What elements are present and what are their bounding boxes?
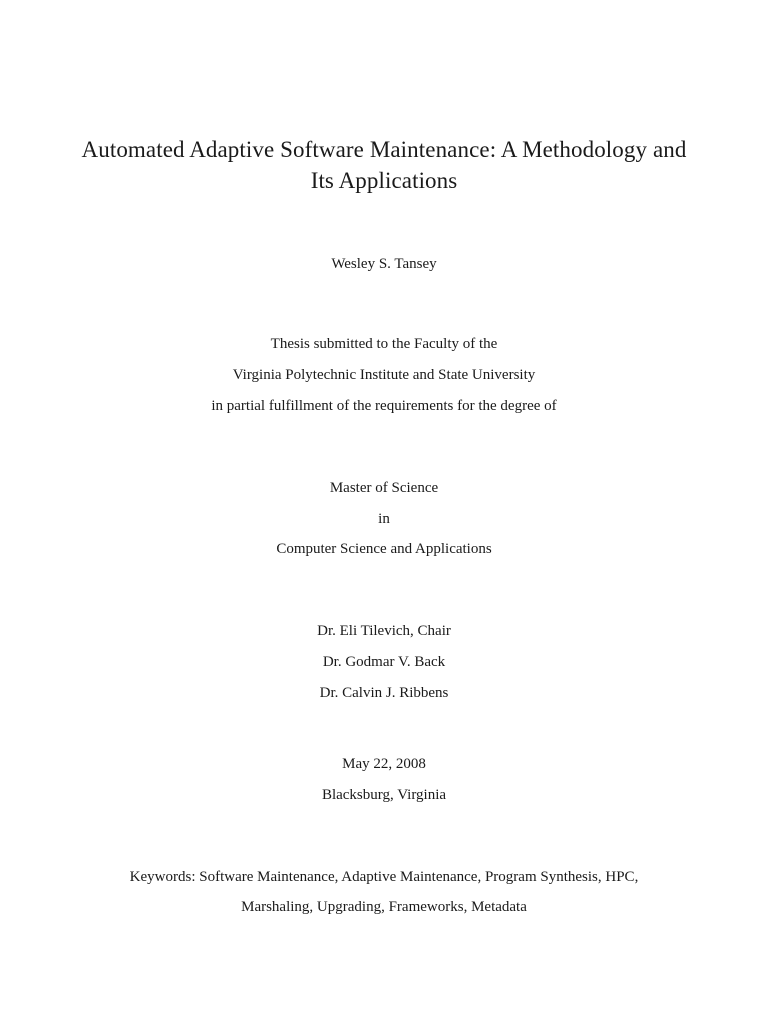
keywords-line-2: Marshaling, Upgrading, Frameworks, Metadata — [241, 899, 527, 915]
committee-member: Dr. Godmar V. Back — [322, 654, 446, 670]
committee-member-chair: Dr. Eli Tilevich, Chair — [317, 623, 451, 639]
keywords-line-1: Keywords: Software Maintenance, Adaptive Maintenance, Program Synthesis, HPC, — [129, 869, 639, 885]
author-name: Wesley S. Tansey — [331, 256, 437, 272]
submission-line-2: Virginia Polytechnic Institute and State University — [232, 367, 536, 383]
degree-name: Master of Science — [329, 480, 439, 496]
thesis-title-line-1: Automated Adaptive Software Maintenance: A Methodology and — [81, 137, 687, 162]
degree-field: Computer Science and Applications — [276, 541, 492, 557]
submission-line-1: Thesis submitted to the Faculty of the — [270, 336, 498, 352]
thesis-title-line-2: Its Applications — [310, 168, 458, 193]
submission-date: May 22, 2008 — [342, 756, 426, 772]
committee-member: Dr. Calvin J. Ribbens — [319, 685, 449, 701]
degree-connector: in — [378, 511, 390, 527]
submission-line-3: in partial fulfillment of the requirements for the degree of — [211, 398, 557, 414]
submission-location: Blacksburg, Virginia — [321, 787, 447, 803]
